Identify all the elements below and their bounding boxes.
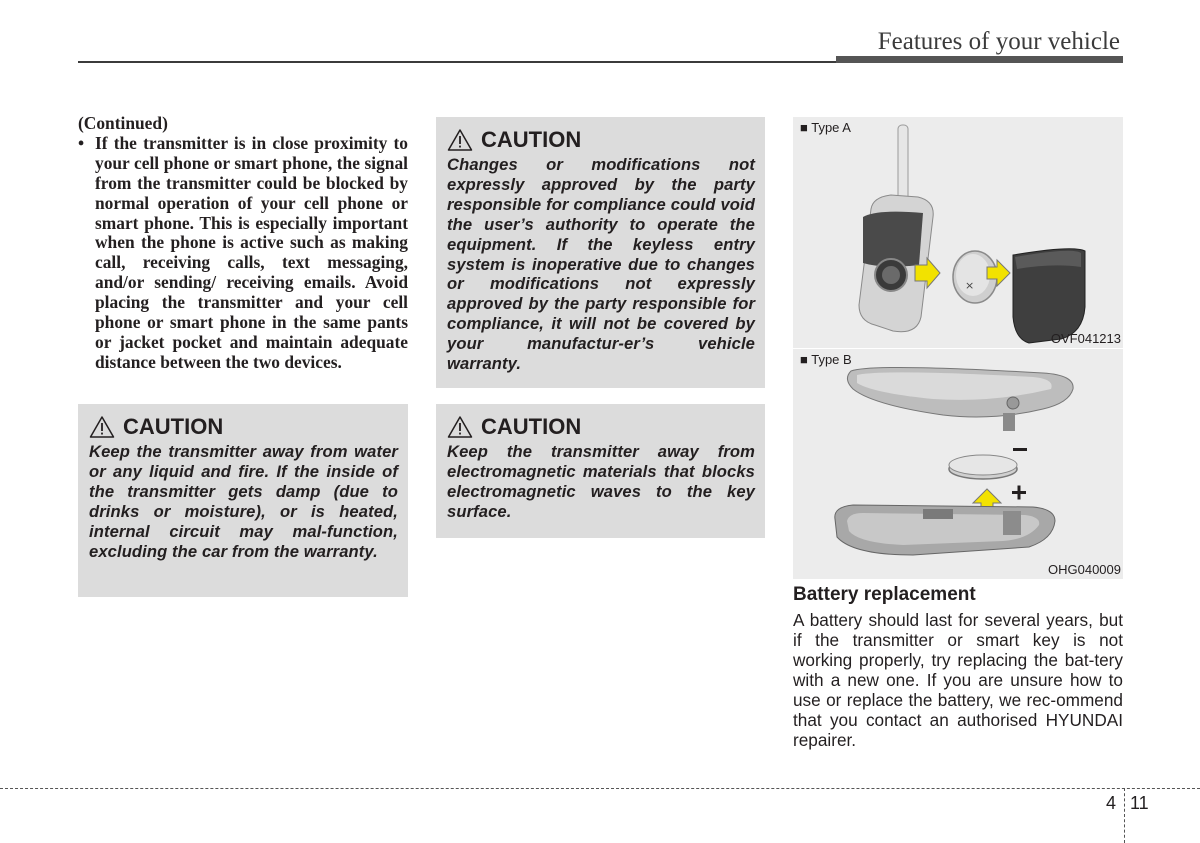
caution-box-modifications — [436, 117, 765, 388]
page-number: 11 — [1130, 793, 1149, 813]
key-fob-battery-illustration — [793, 117, 1123, 348]
figure-type-b — [793, 349, 1123, 579]
header-rule-accent — [836, 56, 1123, 63]
bullet-text: If the transmitter is in close proximity to your cell phone or smart phone, the signal from the transmitter could be blocked by normal operation of your cell phone or smart phone. This is especially important when the phone is active such as making call, receiving calls, text messaging, and/or sending/ receiving emails. Avoid placing the transmitter and your cell phone or smart phone in the same pants or jacket pocket and maintain adequate distance between the two devices. — [95, 132, 408, 372]
section-title: Battery replacement — [793, 584, 976, 605]
continued-label: (Continued) — [78, 113, 168, 133]
section-body: A battery should last for several years, but if the transmitter or smart key is not working properly, try replacing the bat-tery with a new one. If you are unsure how to use or replace the battery, we rec-ommend that you contact an authorised HYUNDAI repairer. — [793, 610, 1123, 750]
continued-text-column — [78, 114, 408, 373]
caution-title: CAUTION — [481, 127, 582, 152]
figure-type-label: ■ Type B — [800, 352, 852, 367]
figure-code: OVF041213 — [1050, 331, 1121, 346]
warning-triangle-icon — [447, 128, 473, 152]
page-number-divider — [1124, 788, 1125, 843]
page-header-title: Features of your vehicle — [877, 28, 1120, 55]
caution-heading — [447, 414, 755, 440]
svg-text:×: × — [965, 279, 975, 292]
caution-title: CAUTION — [123, 414, 224, 439]
bullet-item — [78, 134, 408, 373]
caution-box-electromagnetic — [436, 404, 765, 538]
caution-text: Changes or modifications not expressly approved by the party responsible for compliance could void the user’s authority to operate the equipment. If the keyless entry system is inoperative due to changes or modifications not expressly approved by the party responsible for compliance, it will not be covered by your manufactur-er’s vehicle warranty. — [447, 155, 755, 374]
caution-heading — [89, 414, 398, 440]
chapter-number: 4 — [1106, 793, 1117, 813]
footer-rule — [0, 788, 1200, 789]
caution-text: Keep the transmitter away from electromagnetic materials that blocks electromagnetic waves to the key surface. — [447, 442, 755, 521]
caution-title: CAUTION — [481, 414, 582, 439]
caution-box-water — [78, 404, 408, 597]
warning-triangle-icon — [447, 415, 473, 439]
figure-type-a — [793, 117, 1123, 348]
figure-code: OHG040009 — [1048, 562, 1121, 577]
header-rule — [78, 61, 836, 63]
caution-heading — [447, 127, 755, 153]
warning-triangle-icon — [89, 415, 115, 439]
bullet-symbol: • — [78, 132, 85, 153]
caution-text: Keep the transmitter away from water or any liquid and fire. If the inside of the transmitter gets damp (due to drinks or moisture), or is heated, internal circuit may mal-function, excluding the car from the warranty. — [89, 442, 398, 561]
figure-type-label: ■ Type A — [800, 120, 851, 135]
smart-key-battery-illustration — [793, 349, 1123, 579]
